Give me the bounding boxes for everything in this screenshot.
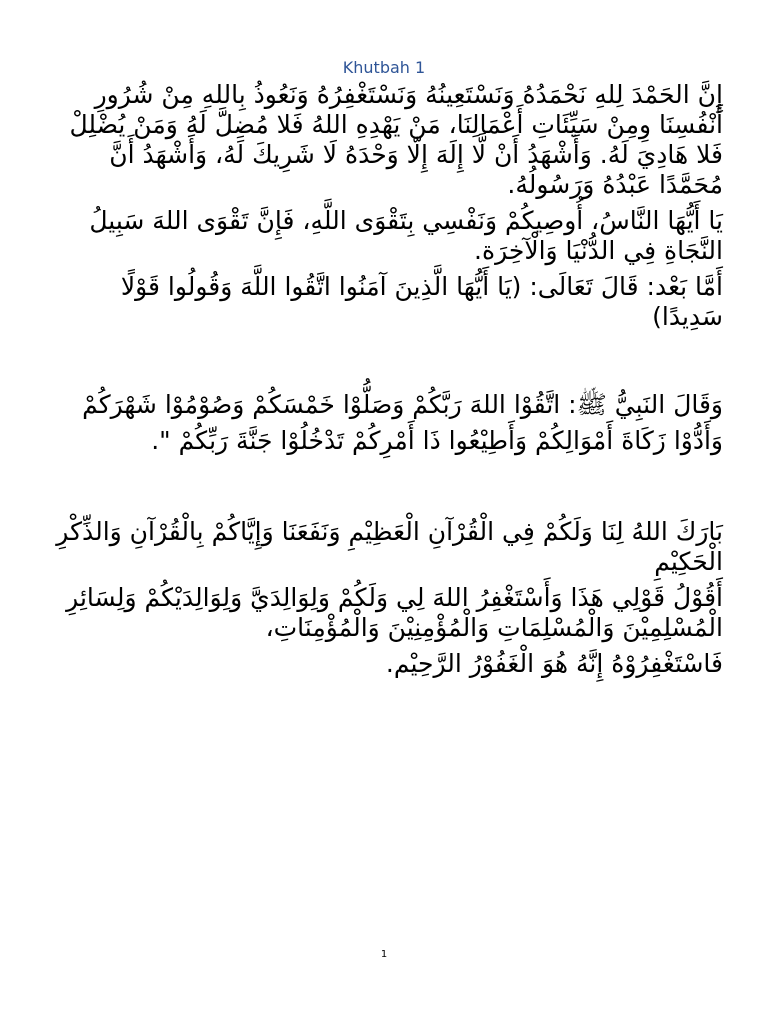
closing-paragraph: فَاسْتَغْفِرُوْهُ إِنَّهُ هُوَ الْغَفُوْرُ الرَّحِيْم.: [385, 649, 723, 678]
page-title: Khutbah 1: [342, 58, 426, 77]
page-number: 1: [380, 949, 388, 960]
hadith-continuation-paragraph: وَأَدُّوْا زَكَاةَ أَمْوَالِكُمْ وَأَطِيْعُوا ذَا أَمْرِكُمْ تَدْخُلُوْا جَنَّةَ رَبِّكُمْ ".: [151, 426, 723, 455]
blessing-paragraph: بَارَكَ اللهُ لِنَا وَلَكُمْ فِي الْقُرْآنِ الْعَظِيْمِ وَنَفَعَنَا وَإِيَّاكُمْ بِالْقُرْآنِ وَالذِّكْرِ الْحَكِيْمِ: [56, 517, 723, 576]
paragraph-spacer: [48, 338, 723, 390]
quran-verse-paragraph: أَمَّا بَعْد: قَالَ تَعَالَى: (يَا أَيُّهَا الَّذِينَ آمَنُوا اتَّقُوا اللَّهَ وَقُولُوا قَوْلًا سَدِيدًا): [120, 272, 723, 331]
istighfar-paragraph: أَقُوْلُ قَوْلِي هَذَا وَأَسْتَغْفِرُ اللهَ لِي وَلَكُمْ وَلِوَالِدَيَّ وَلِوَالِدَيْكُمْ وَلِسَائِرِ الْمُسْلِمِيْنَ وَالْمُسْلِمَاتِ وَالْمُؤْمِنِيْنَ وَالْمُؤْمِنَاتِ،: [66, 583, 723, 642]
paragraph-spacer: [48, 462, 723, 517]
taqwa-advice-paragraph: يَا أَيُّهَا النَّاسُ، أُوصِيكُمْ وَنَفْسِي بِتَقْوَى اللَّهِ، فَإِنَّ تَقْوَى اللهَ سَبِيلُ النَّجَاةِ فِي الدُّنْيَا وَالْآخِرَة.: [89, 206, 723, 265]
hadith-paragraph: وَقَالَ النَبِيُّ ﷺ: اتَّقُوْا اللهَ رَبَّكُمْ وَصَلُّوْا خَمْسَكُمْ وَصُوْمُوْا شَهْرَكُمْ: [82, 390, 723, 419]
khutbah-text: [48, 80, 723, 685]
opening-praise-paragraph: إِنَّ الحَمْدَ لِلهِ نَحْمَدُهُ وَنَسْتَعِينُهُ وَنَسْتَغْفِرُهُ وَنَعُوذُ بِاللهِ مِنْ شُرُورِ أَنْفُسِنَا وِمِنْ سَيِّئَاتِ أَعْمَالِنَا، مَنْ يَهْدِهِ اللهُ فَلا مُضِلَّ لَهُ وَمَنْ يُضْلِلْ فَلا هَادِيَ لَهُ. وَأَشْهَدُ أَنْ لَّا إِلَهَ إِلّا وَحْدَهُ لَا شَرِيكَ لَهُ، وَأَشْهَدُ أَنَّ مُحَمَّدًا عَبْدُهُ وَرَسُولُهُ.: [69, 80, 723, 199]
